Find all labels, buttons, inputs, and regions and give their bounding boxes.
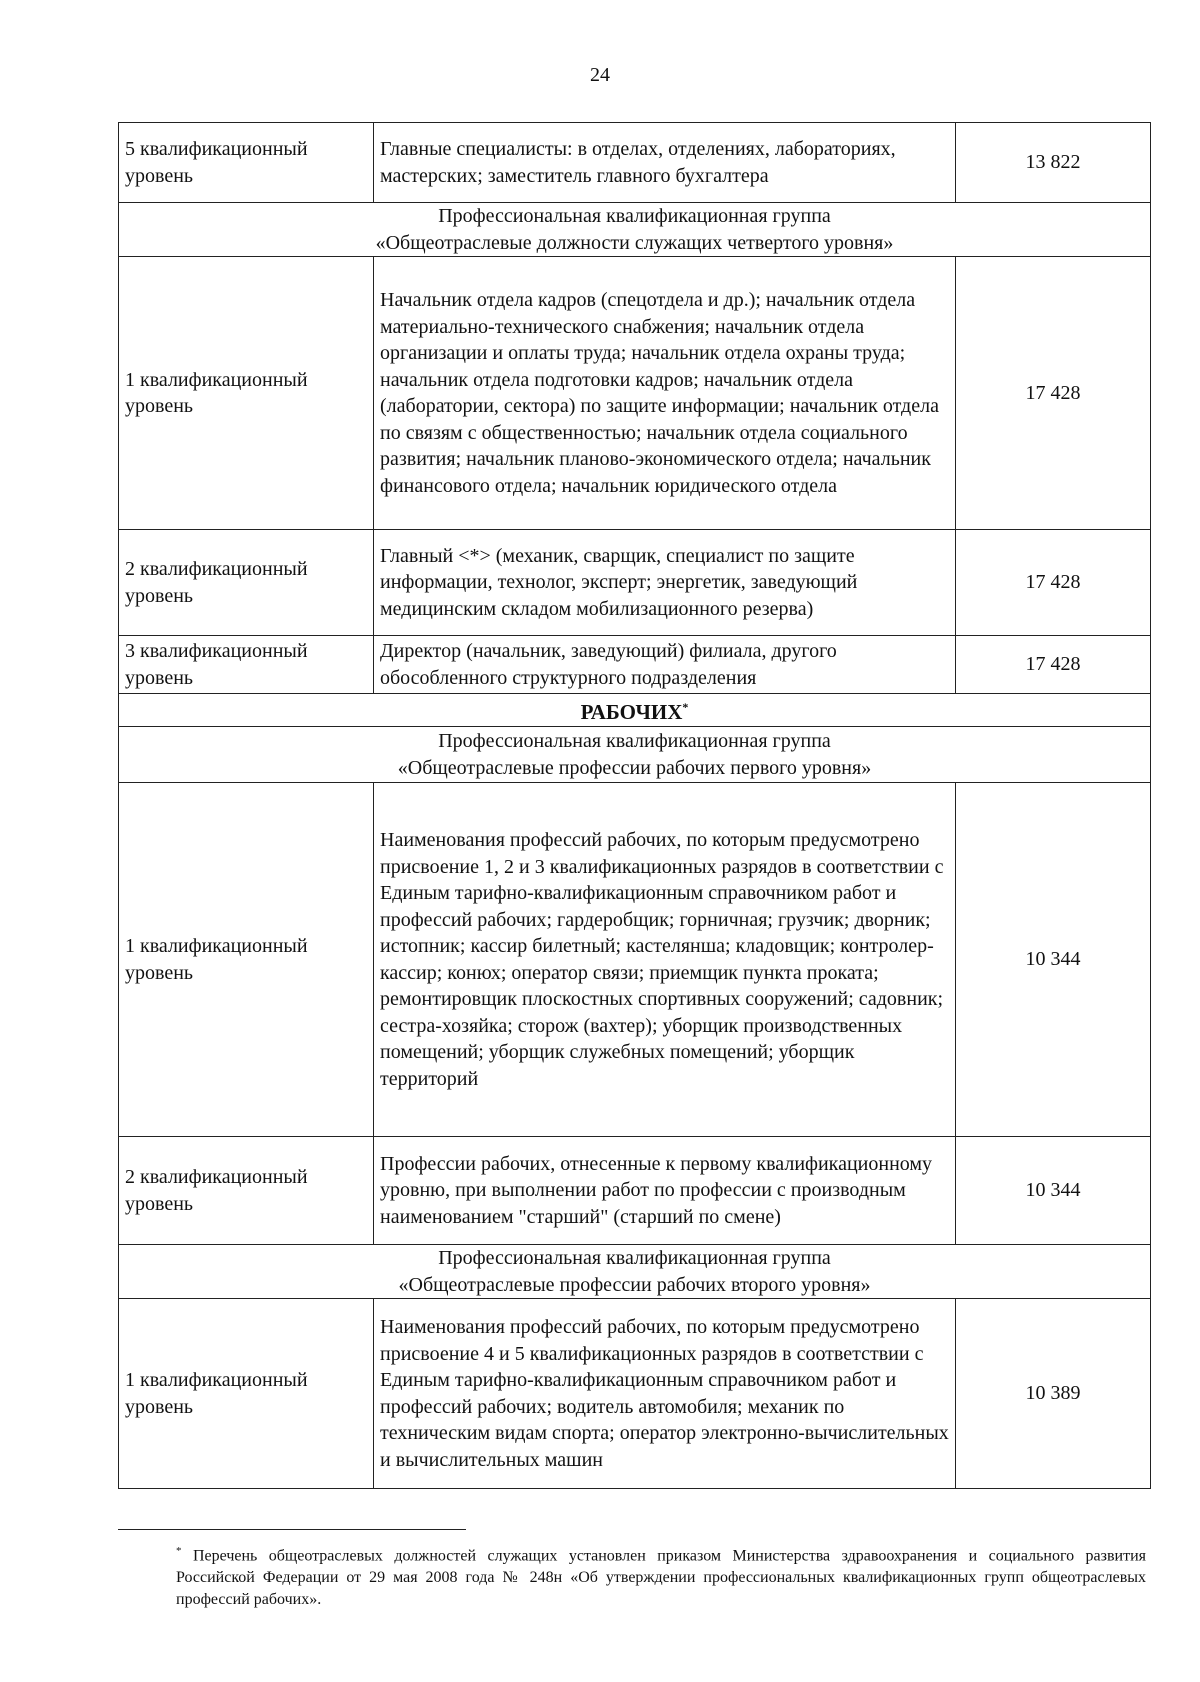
group-name: «Общеотраслевые профессии рабочих первого уровня» — [397, 756, 872, 779]
level-cell: 2 квалификационный уровень — [119, 1137, 374, 1245]
description-cell: Наименования профессий рабочих, по которым предусмотрено присвоение 4 и 5 квалификационных разрядов в соответствии с Единым тарифно-квалификационным справочником работ и профессий рабочих; водитель автомобиля; механик по техническим видам спорта; оператор электронно-вычислительных и вычислительных машин — [374, 1299, 956, 1489]
description-cell: Главный <*> (механик, сварщик, специалист по защите информации, технолог, эксперт; энергетик, заведующий медицинским складом мобилизационного резерва) — [374, 530, 956, 636]
description-cell: Главные специалисты: в отделах, отделениях, лабораториях, мастерских; заместитель главного бухгалтера — [374, 123, 956, 203]
group-header-row — [119, 203, 1151, 257]
table-row — [119, 257, 1151, 530]
section-header-cell — [119, 694, 1151, 727]
group-header-row — [119, 727, 1151, 783]
page-number: 24 — [590, 64, 610, 86]
description-cell: Начальник отдела кадров (спецотдела и др.); начальник отдела материально-технического снабжения; начальник отдела организации и оплаты труда; начальник отдела охраны труда; начальник отдела подготовки кадров; начальник отдела (лаборатории, сектора) по защите информации; начальник отдела по связям с общественностью; начальник отдела социального развития; начальник планово-экономического отдела; начальник финансового отдела; начальник юридического отдела — [374, 257, 956, 530]
salary-cell: 17 428 — [956, 530, 1151, 636]
group-title: Профессиональная квалификационная группа — [438, 205, 831, 227]
level-cell: 3 квалификационный уровень — [119, 636, 374, 694]
description-cell: Профессии рабочих, отнесенные к первому квалификационному уровню, при выполнении работ по профессии с производным наименованием "старший" (старший по смене) — [374, 1137, 956, 1245]
group-title: Профессиональная квалификационная группа — [438, 730, 831, 752]
description-cell: Директор (начальник, заведующий) филиала, другого обособленного структурного подразделения — [374, 636, 956, 694]
level-cell: 1 квалификационный уровень — [119, 1299, 374, 1489]
table-row — [119, 636, 1151, 694]
table-row — [119, 783, 1151, 1137]
qualification-table — [118, 122, 1151, 1489]
level-cell: 1 квалификационный уровень — [119, 257, 374, 530]
section-title: РАБОЧИХ — [580, 700, 683, 725]
level-cell: 2 квалификационный уровень — [119, 530, 374, 636]
group-header-cell — [119, 203, 1151, 257]
group-header-row — [119, 1245, 1151, 1299]
table-row — [119, 1299, 1151, 1489]
salary-cell: 10 389 — [956, 1299, 1151, 1489]
salary-cell: 17 428 — [956, 257, 1151, 530]
group-header-cell — [119, 1245, 1151, 1299]
section-header-row — [119, 694, 1151, 727]
section-footnote-marker: * — [682, 700, 689, 715]
group-name: «Общеотраслевые профессии рабочих второго уровня» — [398, 1273, 871, 1296]
level-cell: 5 квалификационный уровень — [119, 123, 374, 203]
footnote-divider — [118, 1529, 466, 1530]
table-row — [119, 530, 1151, 636]
group-title: Профессиональная квалификационная группа — [438, 1247, 831, 1269]
salary-cell: 17 428 — [956, 636, 1151, 694]
footnote — [176, 1540, 1146, 1611]
group-header-cell — [119, 727, 1151, 783]
footnote-text: Перечень общеотраслевых должностей служащих установлен приказом Министерства здравоохранения и социального развития Российской Федерации от 29 мая 2008 года № 248н «Об утверждении профессиональных квалификационных групп общеотраслевых профессий рабочих». — [176, 1547, 1147, 1609]
footnote-marker: * — [176, 1545, 182, 1557]
table-row — [119, 1137, 1151, 1245]
description-cell: Наименования профессий рабочих, по которым предусмотрено присвоение 1, 2 и 3 квалификационных разрядов в соответствии с Единым тарифно-квалификационным справочником работ и профессий рабочих; гардеробщик; горничная; грузчик; дворник; истопник; кассир билетный; кастелянша; кладовщик; контролер-кассир; конюх; оператор связи; приемщик пункта проката; ремонтировщик плоскостных спортивных сооружений; садовник; сестра-хозяйка; сторож (вахтер); уборщик производственных помещений; уборщик служебных помещений; уборщик территорий — [374, 783, 956, 1137]
salary-cell: 10 344 — [956, 783, 1151, 1137]
salary-cell: 13 822 — [956, 123, 1151, 203]
group-name: «Общеотраслевые должности служащих четвертого уровня» — [375, 231, 894, 254]
table-row — [119, 123, 1151, 203]
salary-cell: 10 344 — [956, 1137, 1151, 1245]
level-cell: 1 квалификационный уровень — [119, 783, 374, 1137]
